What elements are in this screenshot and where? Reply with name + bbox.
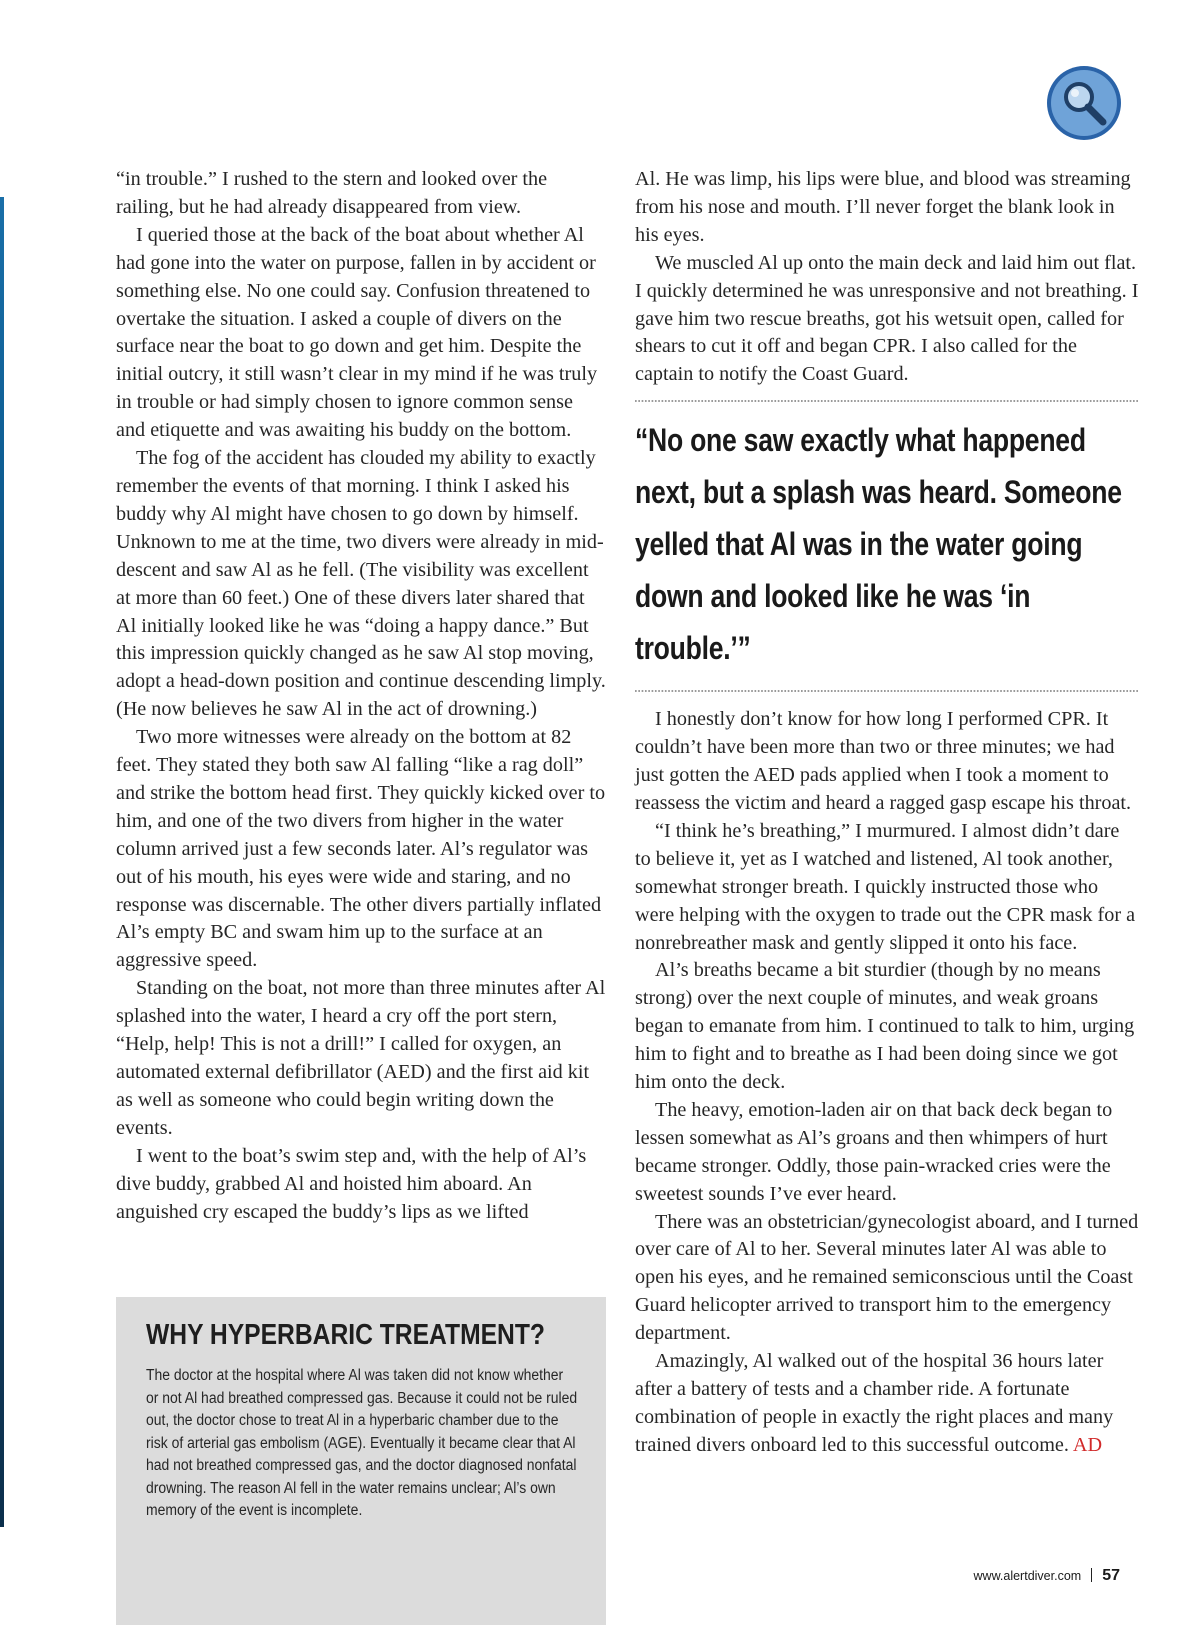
page-edge-photo-strip <box>0 197 4 1527</box>
sidebar-title: WHY HYPERBARIC TREATMENT? <box>146 1319 545 1351</box>
article-paragraph: We muscled Al up onto the main deck and laid him out flat. I quickly determined he was unresponsive and not breathing. I gave him two rescue breaths, got his wetsuit open, called for shears to cut it off and began CPR. I also called for the captain to notify the Coast Guard. <box>635 251 1139 386</box>
article-final-paragraph <box>635 1348 1140 1460</box>
page-number: 57 <box>1102 1567 1120 1584</box>
article-paragraph: Al’s breaths became a bit sturdier (though by no means strong) over the next couple of minutes, and weak groans began to emanate from him. I continued to talk to him, urging him to fight and to breathe as I had been doing since we got him onto the deck. <box>635 959 1135 1094</box>
footer-url[interactable]: www.alertdiver.com <box>973 1569 1082 1583</box>
sidebar-body: The doctor at the hospital where Al was taken did not know whether or not Al had breathed compressed gas. Because it could not be ruled out, the doctor chose to treat Al in a hyperbaric chamber due to the risk of arterial gas embolism (AGE). Eventually it became clear that Al had not breathed compressed gas, and the doctor diagnosed nonfatal drowning. The reason Al fell in the water remains unclear; Al’s own memory of the event is incomplete. <box>146 1367 578 1519</box>
sidebar-box <box>116 1297 606 1625</box>
article-paragraph: The fog of the accident has clouded my ability to exactly remember the events of that morning. I think I asked his buddy why Al might have chosen to go down by himself. Unknown to me at the time, two divers were already in mid-descent and saw Al as he fell. (The visibility was excellent at more than 60 feet.) One of these divers later shared that Al initially looked like he was “doing a happy dance.” But this impression quickly changed as he saw Al stop moving, adopt a head-down position and continue descending limply. (He now believes he saw Al in the act of drowning.) <box>116 447 606 721</box>
magnifying-glass-icon <box>1045 64 1123 142</box>
article-paragraph: “I think he’s breathing,” I murmured. I almost didn’t dare to believe it, yet as I watched and listened, Al took another, somewhat stronger breath. I quickly instructed those who were helping with the oxygen to trade out the CPR mask for a nonrebreather mask and gently slipped it onto his face. <box>635 819 1136 954</box>
article-paragraph: Standing on the boat, not more than three minutes after Al splashed into the water, I heard a cry off the port stern, “Help, help! This is not a drill!” I called for oxygen, an automated external defibrillator (AED) and the first aid kit as well as someone who could begin writing down the events. <box>116 977 606 1139</box>
page-footer <box>974 1567 1120 1585</box>
article-paragraph: “in trouble.” I rushed to the stern and looked over the railing, but he had already disappeared from view. <box>116 168 548 218</box>
article-paragraph: I went to the boat’s swim step and, with the help of Al’s dive buddy, grabbed Al and hoisted him aboard. An anguished cry escaped the buddy’s lips as we lifted <box>116 1144 587 1223</box>
article-paragraph: There was an obstetrician/gynecologist aboard, and I turned over care of Al to her. Several minutes later Al was able to open his eyes, and he remained semiconscious until the Coast Guard helicopter arrived to transport him to the emergency department. <box>635 1210 1139 1345</box>
article-left-column <box>116 166 606 1226</box>
footer-divider <box>1091 1568 1092 1582</box>
article-paragraph: The heavy, emotion-laden air on that back deck began to lessen somewhat as Al’s groans and then whimpers of hurt became stronger. Oddly, those pain-wracked cries were the sweetest sounds I’ve ever heard. <box>635 1098 1113 1205</box>
pull-quote: “No one saw exactly what happened next, but a splash was heard. Someone yelled that Al was in the water going down and looked like he was ‘in trouble.’” <box>635 400 1138 692</box>
final-paragraph-text: Amazingly, Al walked out of the hospital 36 hours later after a battery of tests and a chamber ride. A fortunate combination of people in exactly the right places and many trained divers onboard led to this successful outcome. <box>635 1350 1114 1456</box>
article-paragraph: I honestly don’t know for how long I performed CPR. It couldn’t have been more than two or three minutes; we had just gotten the AED pads applied when I took a moment to reassess the victim and heard a ragged gasp escape his throat. <box>635 708 1132 814</box>
article-paragraph: I queried those at the back of the boat about whether Al had gone into the water on purpose, fallen in by accident or something else. No one could say. Confusion threatened to overtake the situation. I asked a couple of divers on the surface near the boat to go down and get him. Despite the initial outcry, it still wasn’t clear in my mind if he was truly in trouble or had simply chosen to ignore common sense and etiquette and was awaiting his buddy on the bottom. <box>116 223 598 442</box>
article-paragraph: Al. He was limp, his lips were blue, and blood was streaming from his nose and mouth. I’ll never forget the blank look in his eyes. <box>635 168 1131 246</box>
article-signoff: AD <box>1072 1433 1103 1456</box>
article-right-column <box>635 166 1140 1460</box>
article-paragraph: Two more witnesses were already on the bottom at 82 feet. They stated they both saw Al falling “like a rag doll” and strike the bottom head first. They quickly kicked over to him, and one of the two divers from higher in the water column arrived just a few seconds later. Al’s regulator was out of his mouth, his eyes were wide and staring, and no response was discernable. The other divers partially inflated Al’s empty BC and swam him up to the surface at an aggressive speed. <box>116 726 606 972</box>
